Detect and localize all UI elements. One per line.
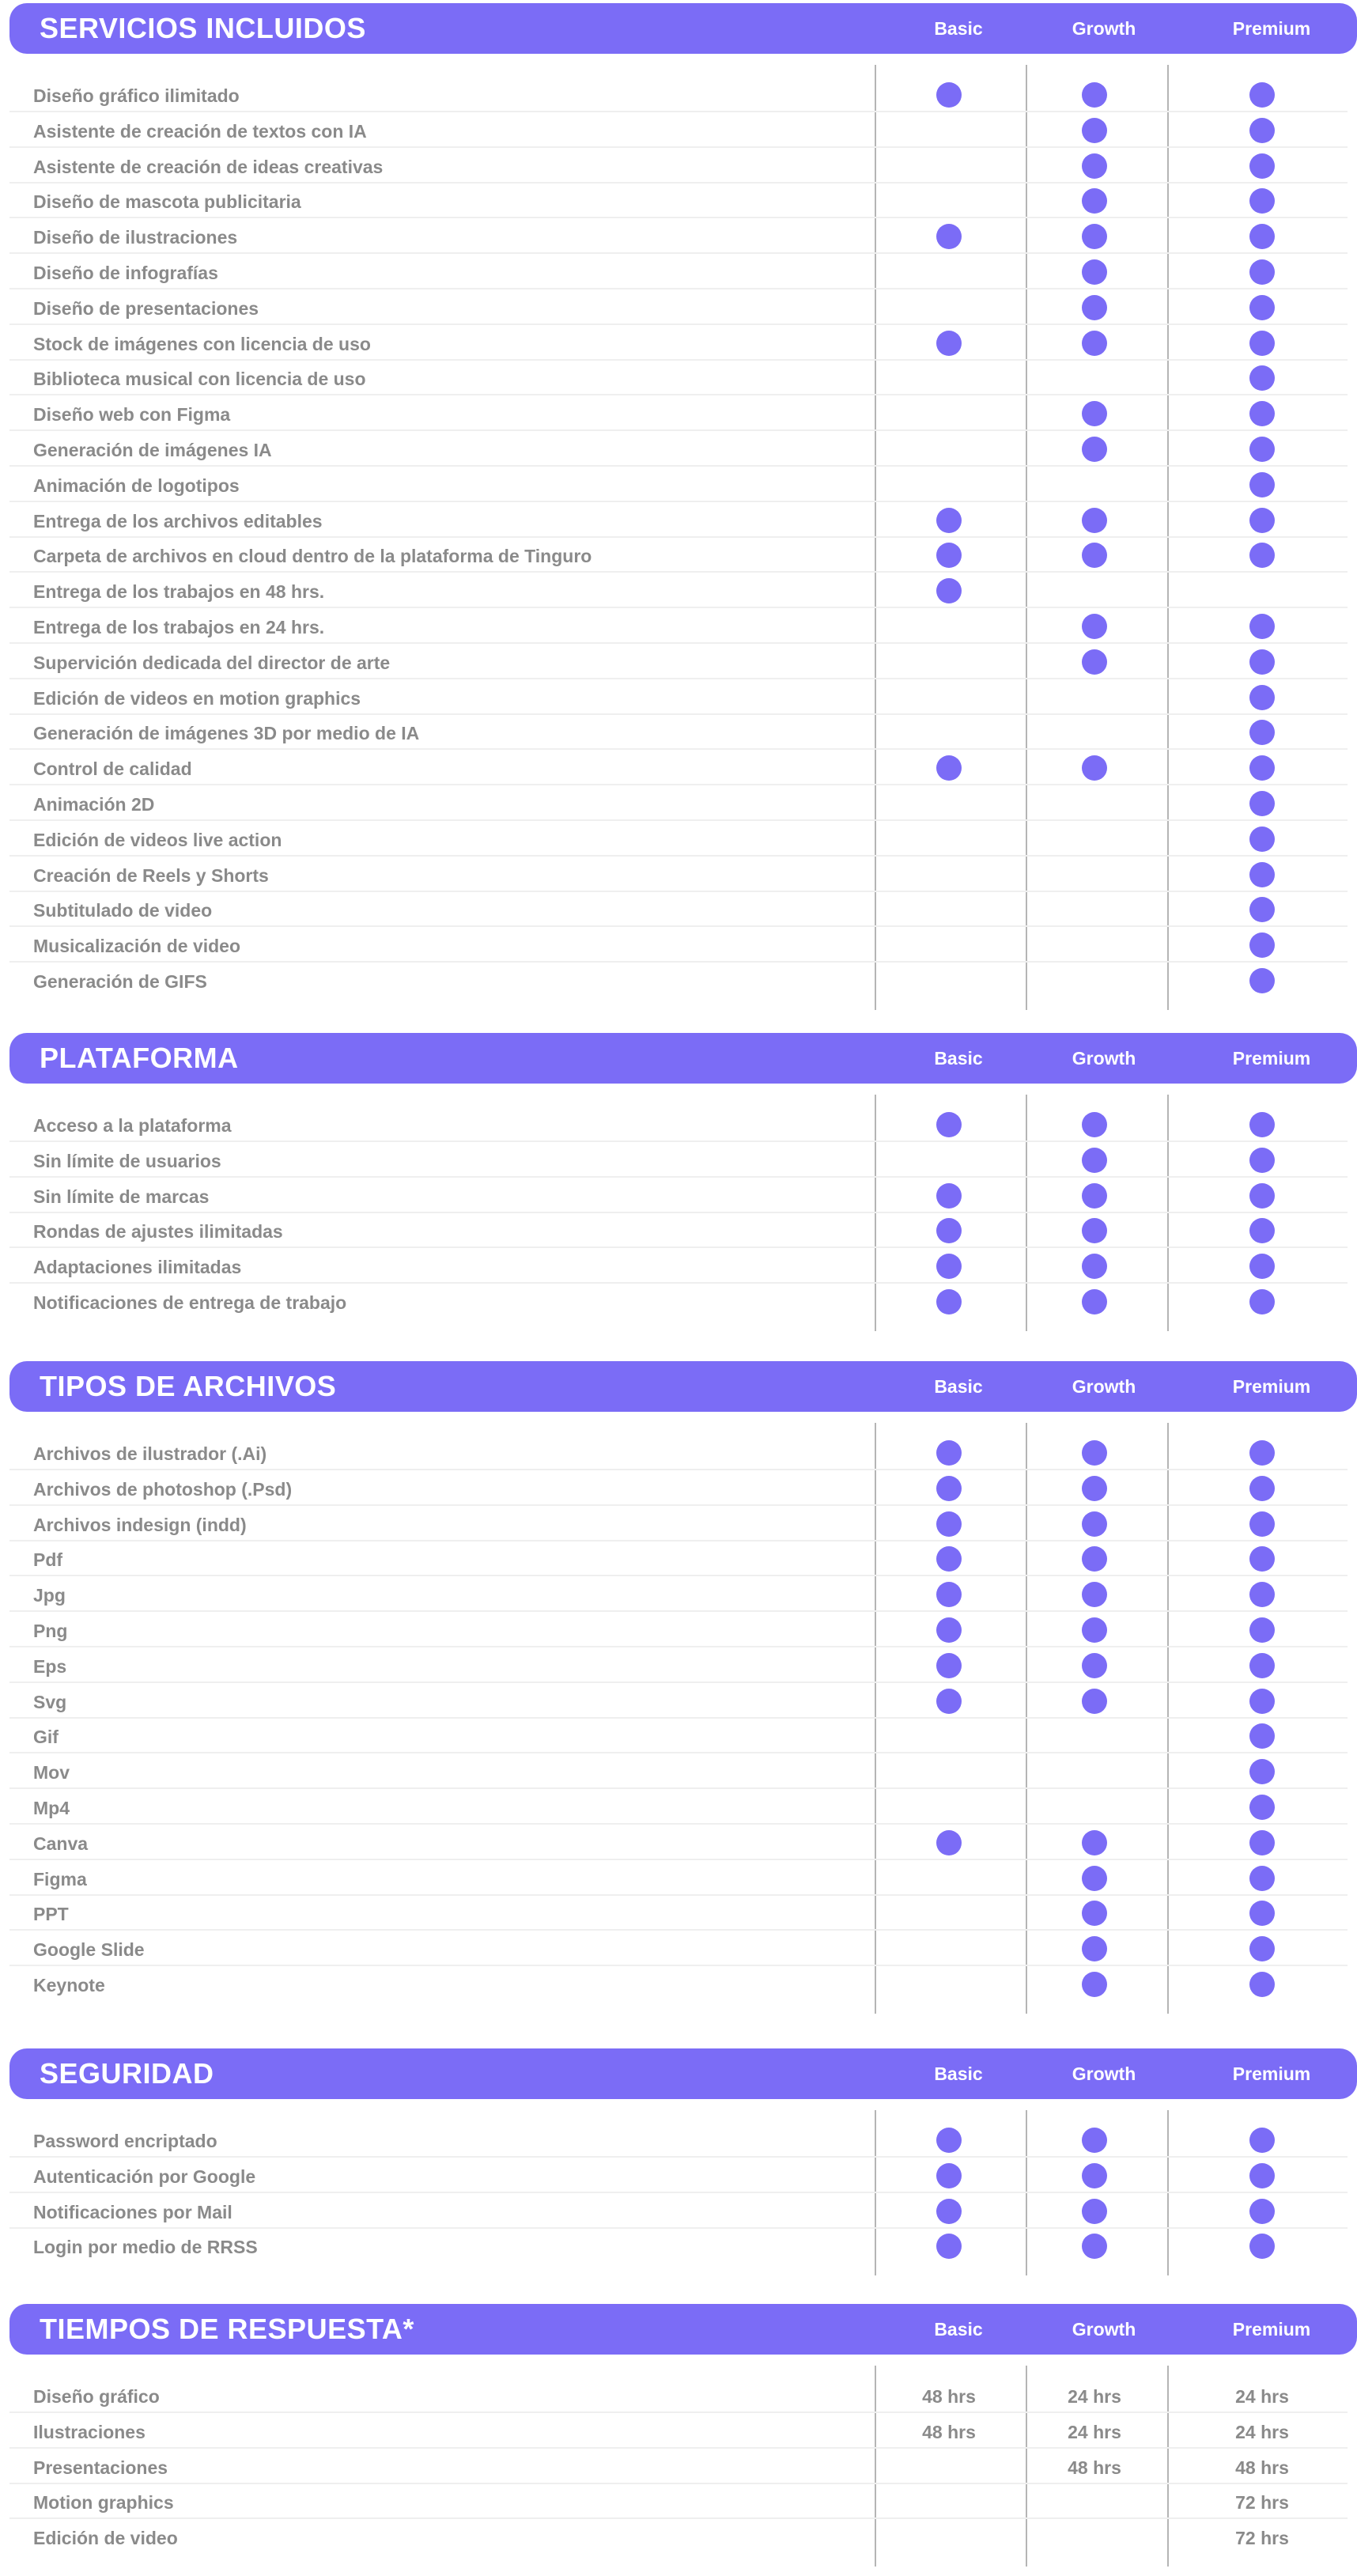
section-title: SERVICIOS INCLUIDOS — [40, 12, 366, 44]
row-label: Figma — [33, 1868, 87, 1889]
section-title: PLATAFORMA — [40, 1042, 239, 1074]
check-dot-icon — [936, 755, 962, 781]
check-dot-icon — [1249, 685, 1275, 710]
check-dot-icon — [1249, 897, 1275, 922]
row-label: Asistente de creación de textos con IA — [33, 120, 367, 142]
check-dot-icon — [1082, 1866, 1107, 1891]
table-row — [9, 928, 1348, 963]
check-dot-icon — [1249, 1440, 1275, 1466]
section-servicios-incluidos — [0, 3, 1357, 1015]
column-header-basic: Basic — [934, 2319, 983, 2340]
table-row — [9, 1967, 1348, 2002]
table-row — [9, 1577, 1348, 1612]
row-separator — [9, 2517, 1348, 2519]
row-separator — [9, 1646, 1348, 1647]
check-dot-icon — [1082, 1289, 1107, 1314]
check-dot-icon — [1249, 1830, 1275, 1855]
check-dot-icon — [1082, 2128, 1107, 2153]
table-row — [9, 149, 1348, 183]
row-label: Edición de videos live action — [33, 829, 282, 850]
check-dot-icon — [1082, 259, 1107, 285]
check-dot-icon — [936, 1582, 962, 1607]
check-dot-icon — [1249, 649, 1275, 675]
table-row — [9, 113, 1348, 148]
check-dot-icon — [936, 578, 962, 603]
section-tipos-de-archivos — [0, 1361, 1357, 2018]
check-dot-icon — [1249, 1653, 1275, 1678]
check-dot-icon — [1249, 1218, 1275, 1243]
response-time-value: 72 hrs — [1235, 2492, 1289, 2514]
row-label: Diseño gráfico ilimitado — [33, 85, 240, 106]
row-label: Supervición dedicada del director de arte — [33, 652, 391, 673]
column-header-premium: Premium — [1232, 18, 1311, 39]
row-label: Mov — [33, 1762, 70, 1784]
check-dot-icon — [936, 1617, 962, 1643]
table-row — [9, 1507, 1348, 1541]
row-label: Motion graphics — [33, 2492, 174, 2514]
section-plataforma — [0, 1033, 1357, 1336]
table-row — [9, 1861, 1348, 1896]
check-dot-icon — [1082, 508, 1107, 533]
check-dot-icon — [1082, 153, 1107, 179]
check-dot-icon — [1249, 259, 1275, 285]
check-dot-icon — [1249, 224, 1275, 249]
check-dot-icon — [1249, 437, 1275, 462]
row-label: Login por medio de RRSS — [33, 2237, 258, 2258]
row-label: Creación de Reels y Shorts — [33, 864, 269, 886]
row-separator — [9, 1965, 1348, 1966]
check-dot-icon — [936, 1112, 962, 1137]
check-dot-icon — [1249, 1901, 1275, 1926]
check-dot-icon — [936, 2199, 962, 2224]
check-dot-icon — [1082, 543, 1107, 568]
row-label: Gif — [33, 1727, 59, 1748]
table-row — [9, 1719, 1348, 1753]
row-label: Generación de imágenes 3D por medio de IA — [33, 723, 420, 744]
row-separator — [9, 1929, 1348, 1931]
check-dot-icon — [1249, 1689, 1275, 1714]
table-row — [9, 857, 1348, 892]
row-label: Entrega de los trabajos en 24 hrs. — [33, 617, 325, 637]
check-dot-icon — [1082, 2234, 1107, 2259]
column-header-growth: Growth — [1072, 1376, 1136, 1397]
column-header-growth: Growth — [1072, 18, 1136, 39]
row-label: Diseño web con Figma — [33, 404, 231, 426]
check-dot-icon — [1249, 295, 1275, 320]
column-header-growth: Growth — [1072, 2319, 1136, 2340]
row-label: Keynote — [33, 1975, 105, 1995]
check-dot-icon — [936, 1254, 962, 1279]
table-row — [9, 1684, 1348, 1719]
row-label: Subtitulado de video — [33, 900, 213, 921]
check-dot-icon — [936, 331, 962, 356]
row-label: Biblioteca musical con licencia de uso — [33, 369, 366, 390]
check-dot-icon — [1082, 1689, 1107, 1714]
row-label: Generación de GIFS — [33, 971, 207, 992]
check-dot-icon — [1249, 365, 1275, 391]
row-label: Entrega de los trabajos en 48 hrs. — [33, 581, 325, 603]
row-label: Stock de imágenes con licencia de uso — [33, 333, 371, 354]
row-separator — [9, 784, 1348, 785]
check-dot-icon — [1249, 932, 1275, 958]
section-header — [9, 2048, 1357, 2099]
response-time-value: 24 hrs — [1235, 2386, 1289, 2407]
check-dot-icon — [1249, 472, 1275, 497]
check-dot-icon — [1082, 1972, 1107, 1997]
table-row — [9, 1213, 1348, 1248]
response-time-value: 48 hrs — [922, 2421, 976, 2442]
row-separator — [9, 1575, 1348, 1576]
response-time-value: 72 hrs — [1235, 2528, 1289, 2549]
row-separator — [9, 1717, 1348, 1719]
table-row — [9, 538, 1348, 573]
row-label: Diseño de infografías — [33, 263, 218, 283]
row-label: Ilustraciones — [33, 2421, 146, 2442]
check-dot-icon — [936, 224, 962, 249]
row-separator — [9, 1681, 1348, 1683]
response-time-value: 24 hrs — [1068, 2386, 1121, 2407]
row-label: Sin límite de marcas — [33, 1186, 210, 1207]
check-dot-icon — [1249, 2234, 1275, 2259]
check-dot-icon — [936, 1830, 962, 1855]
row-label: Adaptaciones ilimitadas — [33, 1257, 242, 1278]
row-label: Generación de imágenes IA — [33, 440, 272, 460]
table-row — [9, 609, 1348, 644]
check-dot-icon — [936, 1476, 962, 1501]
row-label: Jpg — [33, 1585, 66, 1606]
row-label: Diseño gráfico — [33, 2386, 160, 2407]
table-row — [9, 2158, 1348, 2193]
table-row — [9, 1284, 1348, 1319]
table-row — [9, 2520, 1348, 2555]
section-tiempos-de-respuesta — [0, 2304, 1357, 2571]
row-label: Password encriptado — [33, 2131, 217, 2151]
check-dot-icon — [1082, 2199, 1107, 2224]
check-dot-icon — [936, 1653, 962, 1678]
table-row — [9, 715, 1348, 750]
row-label: Edición de video — [33, 2528, 178, 2549]
check-dot-icon — [936, 1689, 962, 1714]
table-row — [9, 219, 1348, 254]
check-dot-icon — [1249, 1972, 1275, 1997]
check-dot-icon — [1082, 1148, 1107, 1173]
check-dot-icon — [1082, 1582, 1107, 1607]
check-dot-icon — [1082, 1511, 1107, 1537]
table-row — [9, 892, 1348, 927]
section-title: TIEMPOS DE RESPUESTA* — [40, 2313, 414, 2345]
check-dot-icon — [936, 82, 962, 108]
check-dot-icon — [1249, 1546, 1275, 1572]
table-row — [9, 1825, 1348, 1860]
row-label: Archivos de ilustrador (.Ai) — [33, 1443, 267, 1464]
column-header-premium: Premium — [1232, 2319, 1311, 2340]
row-label: Google Slide — [33, 1939, 145, 1961]
check-dot-icon — [1082, 1901, 1107, 1926]
table-row — [9, 396, 1348, 431]
row-separator — [9, 819, 1348, 821]
row-label: Eps — [33, 1655, 67, 1677]
row-label: Pdf — [33, 1549, 63, 1571]
check-dot-icon — [936, 543, 962, 568]
check-dot-icon — [1082, 755, 1107, 781]
table-row — [9, 78, 1348, 112]
check-dot-icon — [1249, 1476, 1275, 1501]
table-row — [9, 2449, 1348, 2484]
check-dot-icon — [1249, 1148, 1275, 1173]
row-separator — [9, 1212, 1348, 1213]
table-row — [9, 1896, 1348, 1931]
check-dot-icon — [1249, 1254, 1275, 1279]
check-dot-icon — [936, 2163, 962, 2188]
row-label: Presentaciones — [33, 2457, 168, 2478]
check-dot-icon — [936, 1546, 962, 1572]
column-header-basic: Basic — [934, 18, 983, 39]
check-dot-icon — [1082, 649, 1107, 675]
section-header — [9, 1033, 1357, 1084]
check-dot-icon — [1249, 1511, 1275, 1537]
row-label: Rondas de ajustes ilimitadas — [33, 1221, 283, 1243]
check-dot-icon — [1249, 1795, 1275, 1820]
check-dot-icon — [1249, 1183, 1275, 1209]
table-row — [9, 963, 1348, 998]
row-label: Entrega de los archivos editables — [33, 510, 323, 531]
check-dot-icon — [936, 2128, 962, 2153]
table-row — [9, 255, 1348, 289]
section-seguridad — [0, 2048, 1357, 2280]
check-dot-icon — [1249, 188, 1275, 214]
check-dot-icon — [1249, 614, 1275, 639]
check-dot-icon — [1249, 827, 1275, 852]
table-row — [9, 1790, 1348, 1825]
check-dot-icon — [936, 1183, 962, 1209]
row-label: Sin límite de usuarios — [33, 1150, 221, 1171]
check-dot-icon — [1249, 543, 1275, 568]
row-label: PPT — [33, 1904, 69, 1925]
column-header-premium: Premium — [1232, 1376, 1311, 1397]
row-label: Control de calidad — [33, 758, 192, 780]
check-dot-icon — [1249, 508, 1275, 533]
check-dot-icon — [1249, 1936, 1275, 1961]
check-dot-icon — [1082, 437, 1107, 462]
column-header-basic: Basic — [934, 1048, 983, 1069]
check-dot-icon — [1249, 968, 1275, 993]
check-dot-icon — [1249, 862, 1275, 887]
check-dot-icon — [936, 508, 962, 533]
row-label: Notificaciones de entrega de trabajo — [33, 1292, 347, 1313]
check-dot-icon — [1249, 401, 1275, 426]
response-time-value: 48 hrs — [1235, 2457, 1289, 2478]
table-row — [9, 2414, 1348, 2449]
section-header — [9, 1361, 1357, 1412]
row-label: Acceso a la plataforma — [33, 1115, 232, 1136]
section-title: SEGURIDAD — [40, 2057, 214, 2090]
check-dot-icon — [1249, 720, 1275, 745]
check-dot-icon — [1082, 118, 1107, 143]
check-dot-icon — [1249, 755, 1275, 781]
check-dot-icon — [1082, 295, 1107, 320]
check-dot-icon — [936, 1511, 962, 1537]
row-separator — [9, 1894, 1348, 1896]
row-label: Autenticación por Google — [33, 2166, 256, 2187]
row-separator — [9, 1610, 1348, 1612]
check-dot-icon — [1082, 2163, 1107, 2188]
check-dot-icon — [1082, 401, 1107, 426]
check-dot-icon — [1082, 188, 1107, 214]
column-header-premium: Premium — [1232, 2063, 1311, 2084]
table-row — [9, 1436, 1348, 1470]
table-row — [9, 1541, 1348, 1576]
table-row — [9, 1931, 1348, 1966]
table-row — [9, 1648, 1348, 1683]
row-label: Animación de logotipos — [33, 475, 240, 496]
table-row — [9, 1613, 1348, 1647]
column-header-growth: Growth — [1072, 1048, 1136, 1069]
table-row — [9, 1143, 1348, 1178]
row-label: Animación 2D — [33, 794, 155, 815]
check-dot-icon — [1249, 1617, 1275, 1643]
table-row — [9, 1107, 1348, 1142]
table-row — [9, 751, 1348, 785]
table-row — [9, 2123, 1348, 2158]
table-row — [9, 680, 1348, 715]
check-dot-icon — [1082, 82, 1107, 108]
section-title: TIPOS DE ARCHIVOS — [40, 1370, 337, 1402]
check-dot-icon — [1082, 1112, 1107, 1137]
response-time-value: 48 hrs — [922, 2386, 976, 2407]
table-row — [9, 326, 1348, 361]
check-dot-icon — [1082, 1617, 1107, 1643]
table-row — [9, 645, 1348, 679]
row-label: Svg — [33, 1691, 67, 1712]
response-time-value: 24 hrs — [1235, 2421, 1289, 2442]
section-header — [9, 2304, 1357, 2355]
check-dot-icon — [1249, 1866, 1275, 1891]
table-row — [9, 432, 1348, 467]
row-label: Musicalización de video — [33, 936, 241, 957]
row-separator — [9, 1787, 1348, 1789]
row-label: Archivos indesign (indd) — [33, 1514, 247, 1535]
table-row — [9, 1178, 1348, 1213]
check-dot-icon — [1249, 2128, 1275, 2153]
table-row — [9, 1471, 1348, 1506]
check-dot-icon — [1249, 82, 1275, 108]
table-row — [9, 573, 1348, 608]
check-dot-icon — [1249, 2163, 1275, 2188]
check-dot-icon — [1249, 2199, 1275, 2224]
row-label: Diseño de presentaciones — [33, 297, 259, 319]
row-label: Edición de videos en motion graphics — [33, 687, 361, 709]
check-dot-icon — [1082, 224, 1107, 249]
check-dot-icon — [1082, 1218, 1107, 1243]
check-dot-icon — [1249, 331, 1275, 356]
check-dot-icon — [1082, 614, 1107, 639]
check-dot-icon — [936, 1440, 962, 1466]
row-separator — [9, 1823, 1348, 1825]
row-label: Mp4 — [33, 1798, 70, 1818]
row-label: Carpeta de archivos en cloud dentro de la plataforma de Tinguro — [33, 546, 592, 567]
row-label: Asistente de creación de ideas creativas — [33, 156, 384, 177]
row-label: Png — [33, 1621, 68, 1641]
column-header-basic: Basic — [934, 2063, 983, 2084]
check-dot-icon — [1249, 1723, 1275, 1749]
section-header — [9, 3, 1357, 54]
response-time-value: 48 hrs — [1068, 2457, 1121, 2478]
check-dot-icon — [936, 1218, 962, 1243]
check-dot-icon — [1249, 1582, 1275, 1607]
table-row — [9, 1754, 1348, 1789]
response-time-value: 24 hrs — [1068, 2421, 1121, 2442]
row-label: Notificaciones por Mail — [33, 2201, 232, 2222]
row-separator — [9, 1859, 1348, 1860]
column-header-growth: Growth — [1072, 2063, 1136, 2084]
row-separator — [9, 1752, 1348, 1753]
table-row — [9, 361, 1348, 395]
table-row — [9, 2194, 1348, 2229]
check-dot-icon — [1249, 1112, 1275, 1137]
table-row — [9, 467, 1348, 502]
table-row — [9, 290, 1348, 325]
table-row — [9, 183, 1348, 218]
table-row — [9, 503, 1348, 538]
table-row — [9, 786, 1348, 821]
check-dot-icon — [936, 2234, 962, 2259]
check-dot-icon — [1082, 331, 1107, 356]
check-dot-icon — [1249, 118, 1275, 143]
table-row — [9, 822, 1348, 857]
check-dot-icon — [1082, 1183, 1107, 1209]
row-label: Canva — [33, 1833, 89, 1854]
check-dot-icon — [1082, 1830, 1107, 1855]
check-dot-icon — [1082, 1476, 1107, 1501]
table-row — [9, 1249, 1348, 1284]
check-dot-icon — [936, 1289, 962, 1314]
check-dot-icon — [1082, 1653, 1107, 1678]
check-dot-icon — [1249, 1289, 1275, 1314]
check-dot-icon — [1249, 791, 1275, 816]
check-dot-icon — [1082, 1254, 1107, 1279]
check-dot-icon — [1082, 1936, 1107, 1961]
row-label: Diseño de ilustraciones — [33, 227, 238, 248]
row-label: Diseño de mascota publicitaria — [33, 191, 301, 213]
check-dot-icon — [1082, 1546, 1107, 1572]
check-dot-icon — [1249, 153, 1275, 179]
check-dot-icon — [1082, 1440, 1107, 1466]
column-header-basic: Basic — [934, 1376, 983, 1397]
table-row — [9, 2378, 1348, 2413]
row-label: Archivos de photoshop (.Psd) — [33, 1478, 293, 1500]
table-row — [9, 2484, 1348, 2519]
table-row — [9, 2229, 1348, 2264]
check-dot-icon — [1249, 1759, 1275, 1784]
column-header-premium: Premium — [1232, 1048, 1311, 1069]
